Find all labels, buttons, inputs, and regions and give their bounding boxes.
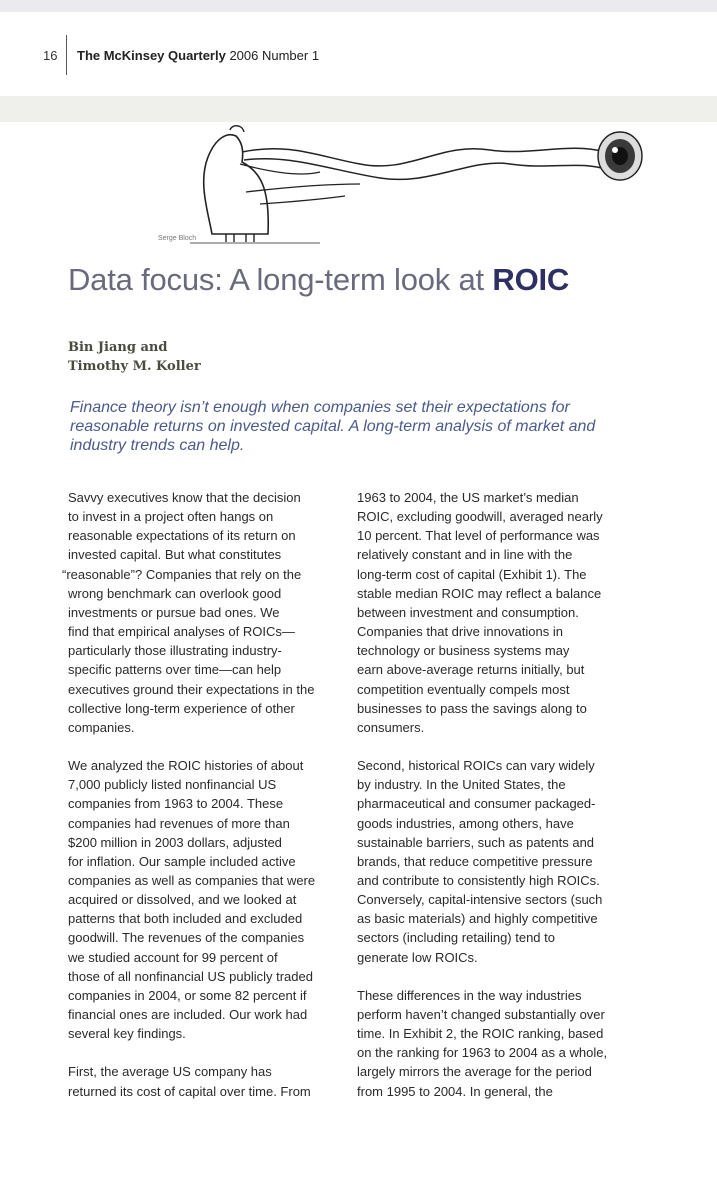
text-line: invested capital. But what constitutes	[68, 547, 282, 563]
text-line: to invest in a project often hangs on	[68, 509, 274, 525]
text-line: executives ground their expectations in the	[68, 681, 315, 697]
text-line: consumers.	[357, 719, 425, 735]
issue-label: 2006 Number 1	[229, 48, 320, 63]
text-line: competition eventually compels most	[357, 681, 570, 697]
text-line: long-term cost of capital (Exhibit 1). The	[357, 566, 587, 582]
text-line: collective long-term experience of other	[68, 700, 295, 716]
text-line: sustainable barriers, such as patents and	[357, 834, 595, 850]
text-line: brands, that reduce competitive pressure	[357, 853, 593, 869]
text-line: patterns that both included and excluded	[68, 911, 303, 927]
text-line: goods industries, among others, have	[357, 815, 574, 831]
paragraph	[357, 986, 632, 1101]
text-line: “reasonable”? Companies that rely on the	[62, 566, 302, 582]
text-line: investments or pursue bad ones. We	[68, 604, 280, 620]
text-line: perform haven’t changed substantially over	[357, 1006, 605, 1022]
text-line: pharmaceutical and consumer packaged-	[357, 796, 596, 812]
authors	[68, 338, 201, 376]
text-line: stable median ROIC may reflect a balance	[357, 585, 602, 601]
text-line: businesses to pass the savings along to	[357, 700, 587, 716]
text-line: 7,000 publicly listed nonfinancial US	[68, 777, 277, 793]
text-line: 1963 to 2004, the US market’s median	[357, 490, 579, 505]
text-line: We analyzed the ROIC histories of about	[68, 758, 304, 774]
article-title	[68, 262, 569, 298]
text-line: as basic materials) and highly competitive	[357, 911, 598, 927]
text-line: companies as well as companies that were	[68, 872, 316, 888]
text-line: sectors (including retailing) tend to	[357, 930, 555, 946]
header-text	[77, 48, 319, 63]
text-line: by industry. In the United States, the	[357, 777, 566, 793]
text-line: several key findings.	[68, 1026, 186, 1042]
text-line: financial ones are included. Our work had	[68, 1007, 308, 1023]
text-line: wrong benchmark can overlook good	[68, 585, 282, 601]
illustration-credit: Serge Bloch	[158, 235, 197, 242]
text-line: First, the average US company has	[68, 1064, 272, 1080]
text-line: between investment and consumption.	[357, 604, 579, 620]
text-line: particularly those illustrating industry-	[68, 643, 282, 659]
article-deck	[70, 398, 650, 455]
text-line: ROIC, excluding goodwill, averaged nearly	[357, 509, 603, 525]
figure-with-telescope-icon	[150, 112, 650, 252]
text-line: Conversely, capital-intensive sectors (such	[357, 892, 603, 908]
text-line: companies from 1963 to 2004. These	[68, 796, 284, 812]
text-line: on the ranking for 1963 to 2004 as a whole,	[357, 1045, 608, 1061]
body-column-right	[357, 488, 632, 1101]
title-highlight: ROIC	[492, 262, 570, 297]
text-line: relatively constant and in line with the	[357, 547, 573, 563]
deck-line: industry trends can help.	[70, 437, 245, 454]
title-light: Data focus: A long-term look at	[68, 262, 484, 297]
text-line: Second, historical ROICs can vary widely	[357, 758, 595, 774]
deck-line: Finance theory isn’t enough when companies set their expectations for	[70, 399, 570, 416]
text-line: generate low ROICs.	[357, 949, 478, 965]
text-line: find that empirical analyses of ROICs—	[68, 624, 295, 640]
text-line: and contribute to consistently high ROICs.	[357, 872, 600, 888]
paragraph	[68, 1062, 343, 1100]
running-header	[0, 30, 717, 80]
text-line: earn above-average returns initially, but	[357, 662, 585, 678]
text-line: companies had revenues of more than	[68, 815, 290, 831]
text-line: Savvy executives know that the decision	[68, 490, 301, 505]
text-line: technology or business systems may	[357, 643, 570, 659]
text-line: companies.	[68, 719, 135, 735]
paragraph	[62, 488, 343, 737]
text-line: These differences in the way industries	[357, 987, 582, 1003]
paragraph	[357, 488, 632, 737]
publication-name: The McKinsey Quarterly	[77, 48, 226, 63]
header-divider	[66, 35, 67, 75]
text-line: reasonable expectations of its return on	[68, 528, 296, 544]
body-column-left	[62, 488, 343, 1101]
text-line: goodwill. The revenues of the companies	[68, 930, 305, 946]
text-line: Companies that drive innovations in	[357, 624, 563, 640]
text-line: specific patterns over time—can help	[68, 662, 282, 678]
text-line: $200 million in 2003 dollars, adjusted	[68, 834, 282, 850]
author-line: Timothy M. Koller	[68, 359, 201, 374]
text-line: time. In Exhibit 2, the ROIC ranking, based	[357, 1026, 604, 1042]
text-line: acquired or dissolved, and we looked at	[68, 892, 297, 908]
text-line: 10 percent. That level of performance was	[357, 528, 600, 544]
page-number: 16	[43, 48, 58, 63]
text-line: for inflation. Our sample included active	[68, 853, 296, 869]
text-line: those of all nonfinancial US publicly traded	[68, 968, 313, 984]
text-line: we studied account for 99 percent of	[68, 949, 278, 965]
text-line: returned its cost of capital over time. From	[68, 1083, 311, 1099]
paragraph	[357, 756, 632, 967]
deck-line: reasonable returns on invested capital. A long-term analysis of market and	[70, 418, 596, 435]
top-rule	[0, 0, 717, 12]
text-line: companies in 2004, or some 82 percent if	[68, 987, 307, 1003]
text-line: from 1995 to 2004. In general, the	[357, 1083, 553, 1099]
text-line: largely mirrors the average for the period	[357, 1064, 592, 1080]
author-line: Bin Jiang and	[68, 340, 168, 355]
paragraph	[68, 756, 343, 1043]
